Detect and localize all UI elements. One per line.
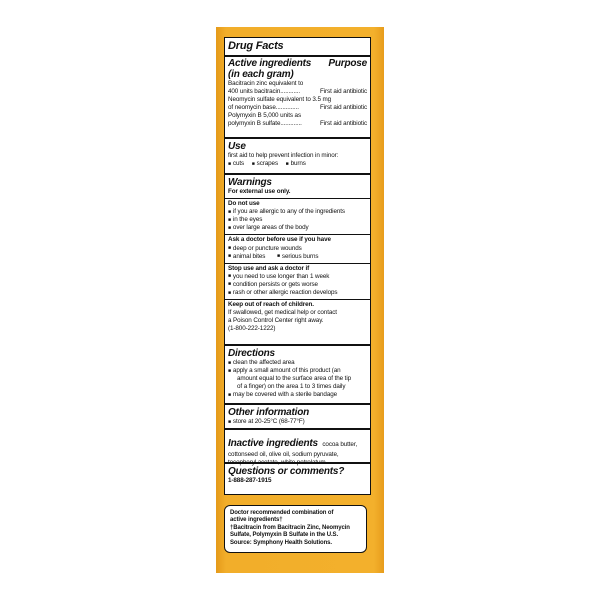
do-not-use-item: ■ if you are allergic to any of the ingredients	[228, 208, 367, 216]
warnings-heading: Warnings	[228, 177, 272, 188]
active-ingredients-section	[225, 55, 370, 129]
storage-text: ■ store at 20-25°C (68-77°F)	[228, 418, 367, 426]
keep-out-heading: Keep out of reach of children.	[228, 301, 314, 309]
active-ingredients-subheading: (in each gram)	[228, 69, 294, 80]
questions-heading: Questions or comments?	[228, 466, 345, 477]
inactive-ingredients-text: cocoa butter,	[322, 441, 358, 448]
use-section	[225, 137, 370, 168]
stop-use-item: ■ you need to use longer than 1 week	[228, 273, 367, 281]
use-heading: Use	[228, 141, 246, 152]
do-not-use-item: ■ in the eyes	[228, 216, 367, 224]
do-not-use-heading: Do not use	[228, 200, 260, 208]
use-text: first aid to help prevent infection in minor:	[228, 152, 339, 159]
directions-item: ■ apply a small amount of this product (an	[228, 367, 367, 375]
external-use-text: For external use only.	[228, 188, 291, 195]
purpose-text: First aid antibiotic	[320, 88, 367, 96]
active-line: Polymyxin B 5,000 units as	[228, 112, 301, 120]
directions-item-cont: of a finger) on the area 1 to 3 times daily	[237, 383, 346, 391]
active-line: 400 units bacitracin............	[228, 88, 301, 96]
keep-out-line: a Poison Control Center right away.	[228, 317, 324, 325]
footnote-line: †Bacitracin from Bacitracin Zinc, Neomycin	[230, 524, 350, 531]
purpose-text: First aid antibiotic	[320, 104, 367, 112]
keep-out-line: If swallowed, get medical help or contact	[228, 309, 337, 317]
drug-facts-panel	[224, 37, 371, 495]
footnote-line: Source: Symphony Health Solutions.	[230, 539, 332, 546]
inactive-ingredients-text: tocopheryl acetate, white petrolatum	[228, 459, 326, 467]
stop-use-item: ■ condition persists or gets worse	[228, 281, 367, 289]
active-line: Neomycin sulfate equivalent to 3.5 mg	[228, 96, 332, 104]
ask-doctor-heading: Ask a doctor before use if you have	[228, 236, 331, 244]
drug-facts-title-section	[225, 40, 370, 53]
purpose-text: First aid antibiotic	[320, 120, 367, 128]
use-item-cuts: ■ cuts	[228, 160, 244, 167]
questions-phone: 1-888-287-1915	[228, 477, 272, 484]
drug-facts-title: Drug Facts	[228, 40, 284, 52]
directions-item: ■ clean the affected area	[228, 359, 367, 367]
ask-doctor-item: ■ deep or puncture wounds	[228, 245, 367, 253]
footnote-box	[224, 505, 367, 553]
do-not-use-item: ■ over large areas of the body	[228, 224, 367, 232]
directions-item-cont: amount equal to the surface area of the tip	[237, 375, 352, 383]
footnote-line: Sulfate, Polymyxin B Sulfate in the U.S.	[230, 532, 339, 539]
poison-control-phone: (1-800-222-1222)	[228, 325, 276, 333]
use-item-burns: ■ burns	[286, 160, 306, 167]
ask-doctor-item: ■ animal bites	[228, 253, 265, 260]
use-item-scrapes: ■ scrapes	[252, 160, 278, 167]
stop-use-heading: Stop use and ask a doctor if	[228, 264, 310, 272]
directions-item: ■ may be covered with a sterile bandage	[228, 391, 367, 399]
warnings-section	[225, 173, 370, 334]
inactive-ingredients-text: cottonseed oil, olive oil, sodium pyruvate,	[228, 451, 339, 458]
other-information-heading: Other information	[228, 407, 310, 418]
footnote-line: active ingredients†	[230, 517, 283, 524]
inactive-ingredients-heading: Inactive ingredients	[228, 438, 318, 449]
active-line: of neomycin base..............	[228, 104, 299, 112]
footnote-line: Doctor recommended combination of	[230, 510, 334, 516]
questions-section	[225, 462, 370, 485]
purpose-heading: Purpose	[328, 58, 367, 69]
directions-section	[225, 344, 370, 399]
active-line: Bacitracin zinc equivalent to	[228, 80, 304, 87]
active-line: polymyxin B sulfate.............	[228, 120, 302, 128]
directions-heading: Directions	[228, 348, 275, 359]
active-ingredients-heading: Active ingredients	[228, 58, 312, 69]
stop-use-item: ■ rash or other allergic reaction develops	[228, 289, 367, 297]
other-information-section	[225, 403, 370, 426]
ask-doctor-item: ■ serious burns	[277, 253, 318, 260]
